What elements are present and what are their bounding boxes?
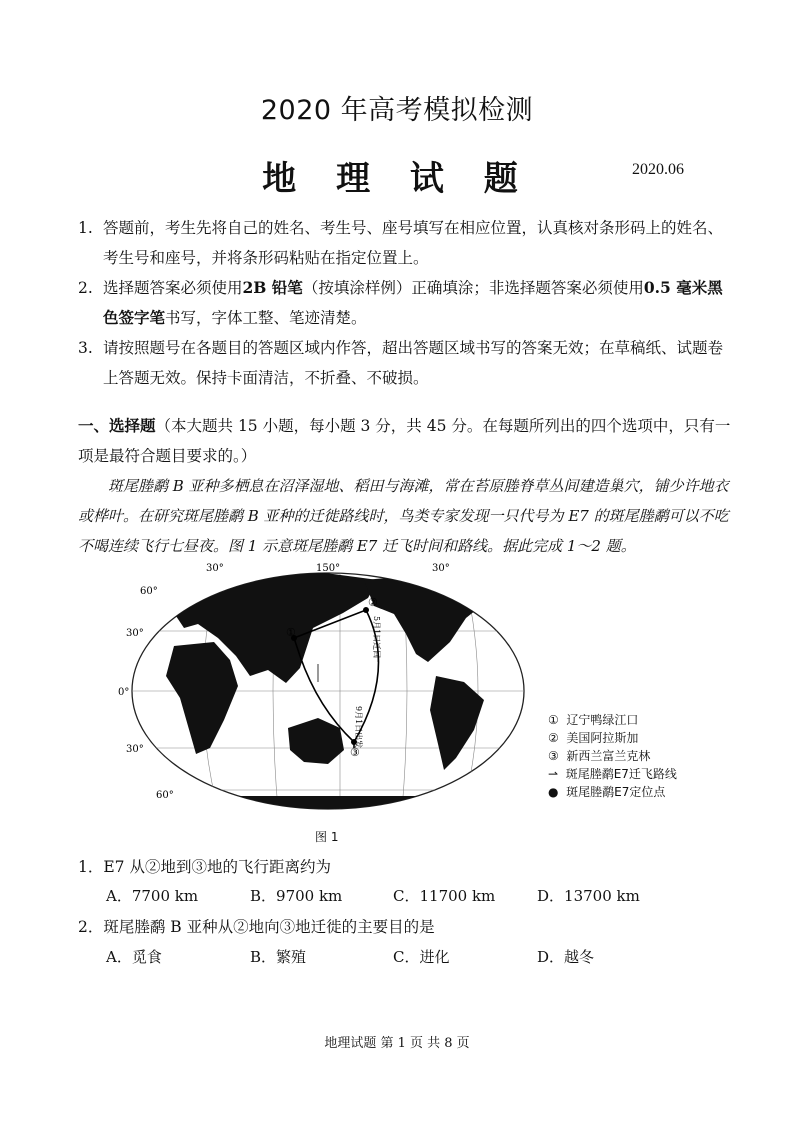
marker-3: ③	[350, 746, 360, 759]
lat-label-30s: 30°	[126, 744, 144, 755]
legend-item-point: ● 斑尾塍鹬E7定位点	[548, 785, 666, 799]
lon-label-2: 150°	[316, 563, 341, 574]
route-label-return: 5月1日迁回	[372, 616, 381, 659]
figure-caption: 图 1	[315, 830, 339, 844]
q2-option-d: D．越冬	[537, 948, 595, 966]
q1-option-a: A．7700 km	[106, 887, 199, 905]
marker-1: ①	[286, 626, 296, 639]
legend-item-3: ③ 新西兰富兰克林	[548, 749, 651, 763]
q1-option-d: D．13700 km	[537, 887, 640, 905]
q2-option-a: A．觅食	[106, 948, 162, 966]
lat-label-30n: 30°	[126, 628, 144, 639]
legend-item-2: ② 美国阿拉斯加	[548, 731, 639, 745]
page-footer: 地理试题 第 1 页 共 8 页	[324, 1036, 470, 1051]
marker-2: ②	[368, 596, 378, 609]
exam-date: 2020.06	[632, 161, 684, 178]
legend-item-route: ⇀ 斑尾塍鹬E7迁飞路线	[548, 767, 677, 781]
lat-label-0: 0°	[118, 687, 130, 698]
q1-option-b: B．9700 km	[250, 887, 343, 905]
legend-item-1: ① 辽宁鸭绿江口	[548, 713, 639, 727]
instruction-3: 3. 请按照题号在各题目的答题区域内作答，超出答题区域书写的答案无效；在草稿纸、试题卷上答题无效。保持卡面清洁，不折叠、不破损。	[78, 339, 724, 387]
exam-title: 2020 年高考模拟检测	[260, 95, 534, 126]
map-legend	[548, 711, 677, 801]
lon-label-3: 30°	[432, 563, 450, 574]
q1-option-c: C．11700 km	[393, 887, 496, 905]
section-heading: 一、选择题（本大题共 15 小题，每小题 3 分，共 45 分。在每题所列出的四个选项中，只有一项是最符合题目要求的。）	[78, 416, 731, 465]
lon-label-1: 30°	[206, 563, 224, 574]
instruction-2: 2. 选择题答案必须使用2B 铅笔（按填涂样例）正确填涂；非选择题答案必须使用0.5 毫米黑色签字笔书写，字体工整、笔迹清楚。	[78, 278, 723, 327]
world-map-figure	[118, 558, 536, 820]
passage: 斑尾塍鹬 B 亚种多栖息在沼泽湿地、稻田与海滩，常在苔原塍脊草丛间建造巢穴，铺少许地衣或桦叶。在研究斑尾塍鹬 B 亚种的迁徙路线时，鸟类专家发现一只代号为 E7 的斑尾塍鹬可以不吃不喝连续飞行七昼夜。图 1 示意斑尾塍鹬 E7 迁飞时间和路线。据此完成 1～2 题。	[78, 477, 729, 555]
lat-label-60s: 60°	[156, 790, 174, 801]
question-2-stem: 2．斑尾塍鹬 B 亚种从②地向③地迁徙的主要目的是	[78, 918, 435, 936]
q2-option-c: C．进化	[393, 948, 450, 966]
instruction-1: 1. 答题前，考生先将自己的姓名、考生号、座号填写在相应位置，认真核对条形码上的姓名、考生号和座号，并将条形码粘贴在指定位置上。	[78, 219, 724, 267]
question-1-stem: 1．E7 从②地到③地的飞行距离约为	[78, 858, 331, 876]
lat-label-60n: 60°	[140, 586, 158, 597]
route-label-depart: 9月1日出发	[354, 706, 363, 749]
q2-option-b: B．繁殖	[250, 948, 307, 966]
subject-title: 地 理 试 题	[262, 159, 532, 199]
